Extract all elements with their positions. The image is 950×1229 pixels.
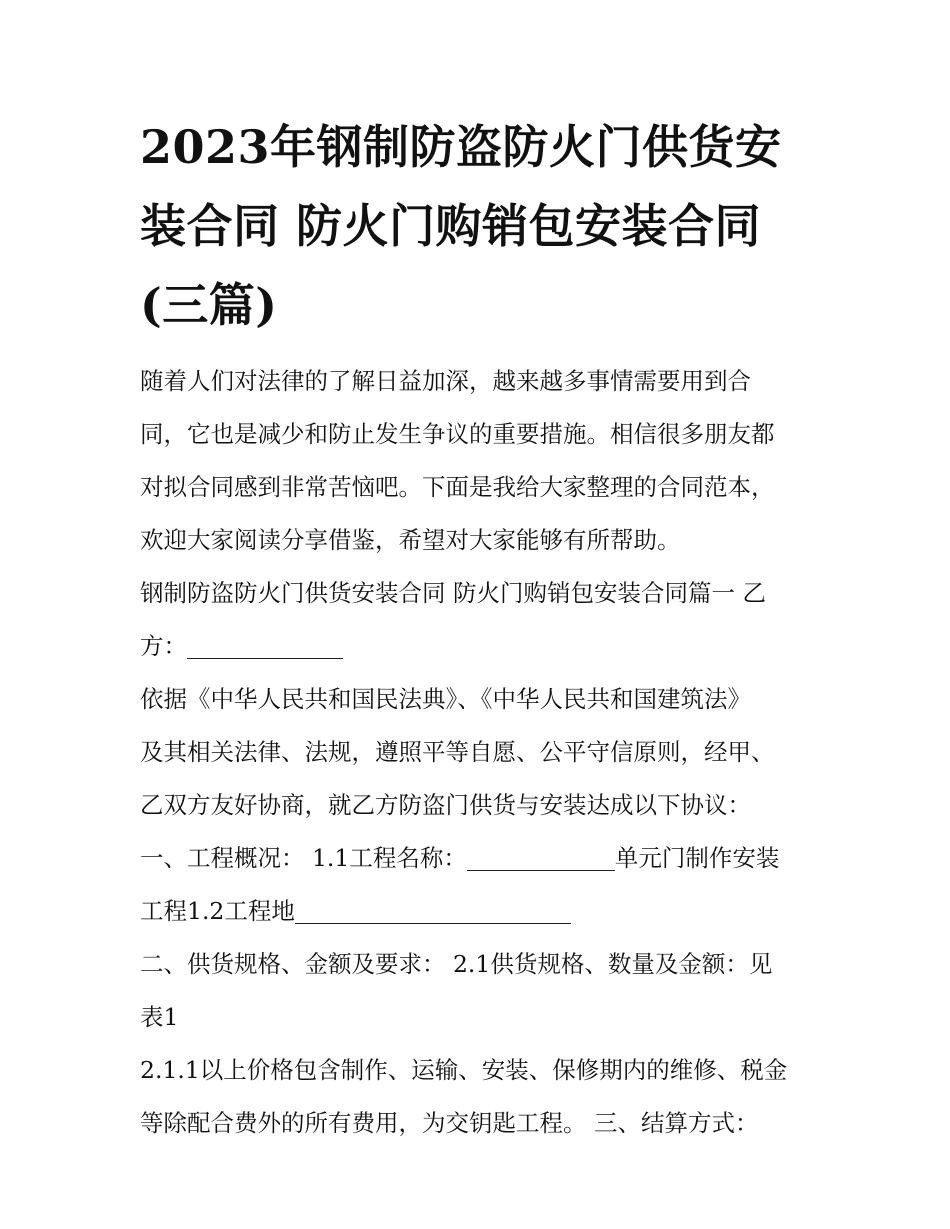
- text-line: 乙双方友好协商，就乙方防盗门供货与安装达成以下协议：: [140, 791, 751, 819]
- text-line: [140, 832, 820, 885]
- text-line: 钢制防盗防火门供货安装合同 防火门购销包安装合同篇一 乙: [140, 579, 766, 607]
- text-line: 依据《中华人民共和国民法典》、《中华人民共和国建筑法》: [140, 685, 751, 713]
- project-location-label: 工程1.2工程地: [140, 897, 295, 925]
- title-line: (三篇): [140, 278, 278, 332]
- text-line: 2.1.1以上价格包含制作、运输、安装、保修期内的维修、税金: [140, 1056, 788, 1084]
- clause-one: [140, 832, 820, 938]
- text-line: 对拟合同感到非常苦恼吧。下面是我给大家整理的合同范本，: [140, 473, 775, 501]
- project-name-suffix: 单元门制作安装: [614, 844, 780, 872]
- text-line: 二、供货规格、金额及要求： 2.1供货规格、数量及金额：见: [140, 950, 773, 978]
- intro-paragraph: [140, 355, 820, 567]
- text-line: 及其相关法律、法规，遵照平等自愿、公平守信原则，经甲、: [140, 738, 775, 766]
- document-title: [140, 108, 820, 345]
- project-name-blank-field: [467, 840, 615, 871]
- title-line: 装合同 防火门购销包安装合同: [140, 199, 762, 253]
- text-line: 随着人们对法律的了解日益加深，越来越多事情需要用到合: [140, 367, 751, 395]
- document-page: [140, 108, 820, 1150]
- project-location-blank-field: [295, 893, 571, 924]
- party-b-label: 方：: [140, 632, 187, 660]
- basis-paragraph: [140, 673, 820, 832]
- party-b-blank-field: [187, 628, 343, 659]
- text-line: [140, 885, 820, 938]
- clause-two-one: [140, 1044, 820, 1150]
- document-body: [140, 355, 820, 1150]
- text-line: [140, 620, 820, 673]
- section-heading: [140, 567, 820, 673]
- title-line: 2023年钢制防盗防火门供货安: [140, 120, 782, 174]
- text-line: 同，它也是减少和防止发生争议的重要措施。相信很多朋友都: [140, 420, 775, 448]
- clause-two: [140, 938, 820, 1044]
- project-name-label: 一、工程概况： 1.1工程名称：: [140, 844, 467, 872]
- text-line: 欢迎大家阅读分享借鉴，希望对大家能够有所帮助。: [140, 526, 681, 554]
- text-line: 表1: [140, 1003, 179, 1031]
- text-line: 等除配合费外的所有费用，为交钥匙工程。 三、结算方式：: [140, 1109, 759, 1137]
